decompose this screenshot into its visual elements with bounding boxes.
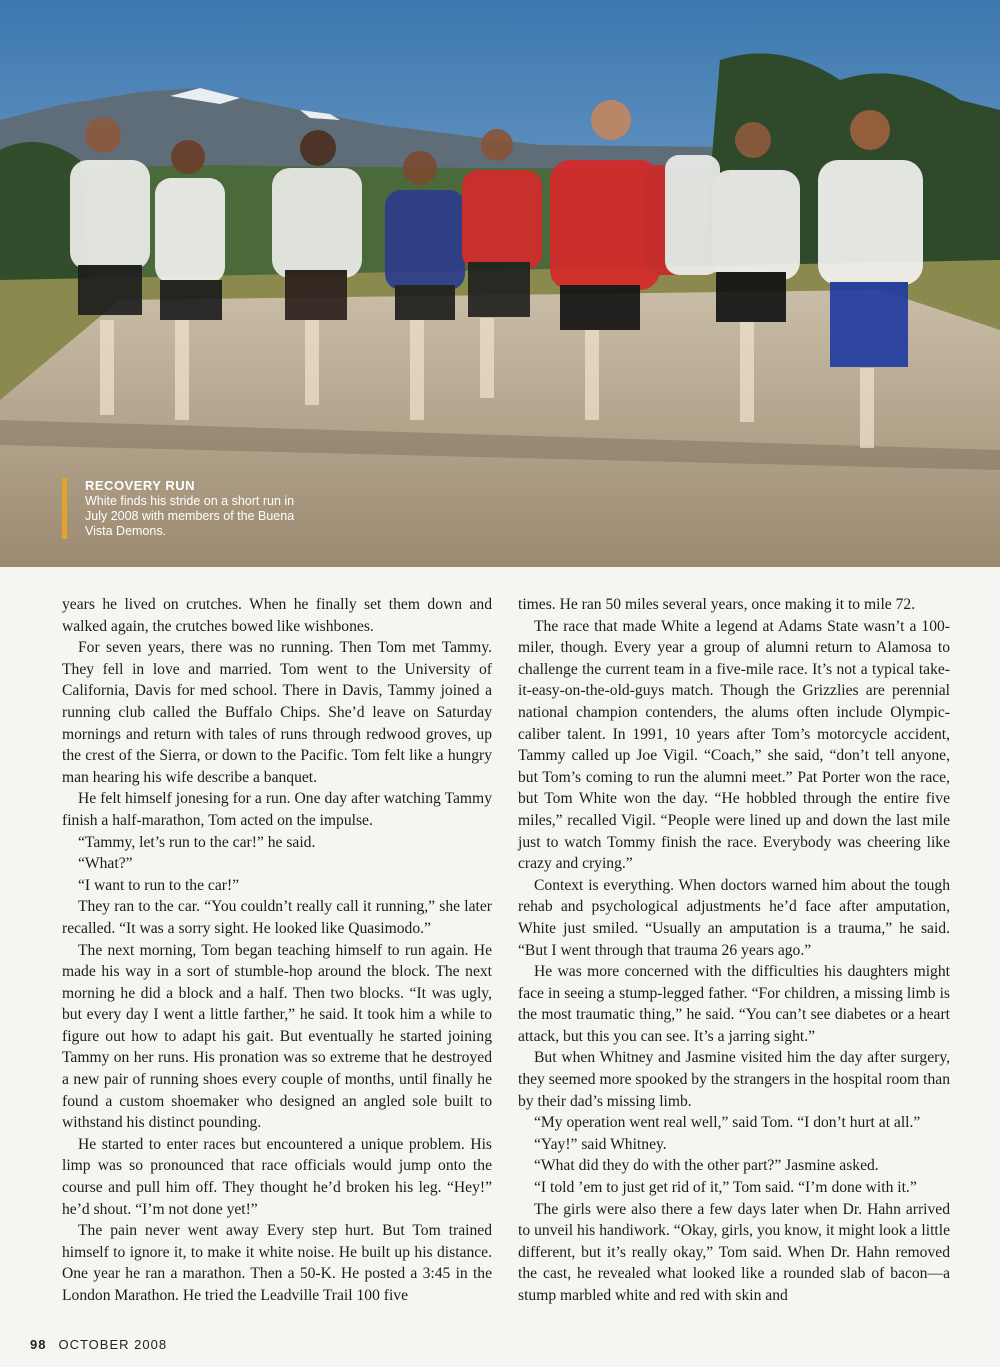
paragraph: “My operation went real well,” said Tom. “I don’t hurt at all.”	[534, 1114, 921, 1132]
caption-title: RECOVERY RUN	[85, 478, 196, 493]
paragraph: The girls were also there a few days later when Dr. Hahn arrived to unveil his handiwork. “Okay, girls, you know, it might look a little different, but it’s really okay,” Tom said. When Dr. Hahn removed the cast, he revealed what looked like a rounded slab of bacon—a stump marbled white and red with skin and	[518, 1200, 950, 1304]
paragraph: The next morning, Tom began teaching himself to run again. He made his way in a sort of stumble-hop around the block. The next morning he did a block and a half. Then two blocks. “It was ugly, but every day I went a little farther,” he said. It took him a while to figure out how to adapt his gait. But eventually he started joining Tammy on her runs. His pronation was so extreme that he destroyed a new pair of running shoes every couple of months, until finally he found a custom shoemaker who designed an angled sole built to withstand his distinct pounding.	[62, 941, 492, 1132]
paragraph: But when Whitney and Jasmine visited him the day after surgery, they seemed more spooked by the strangers in the hospital room than by their dad’s missing limb.	[518, 1049, 950, 1110]
paragraph: “Yay!” said Whitney.	[534, 1135, 667, 1153]
paragraph: “Tammy, let’s run to the car!” he said.	[78, 833, 316, 851]
caption-body: White finds his stride on a short run in July 2008 with members of the Buena Vista Demons.	[85, 494, 295, 538]
paragraph: He was more concerned with the difficulties his daughters might face in seeing a stump-legged father. “For children, a missing limb is the most traumatic thing,” he said. “You can’t see diabetes or a heart attack, but this you can see. It’s a jarring sight.”	[518, 963, 950, 1045]
article-column-right	[518, 594, 950, 1307]
paragraph: He felt himself jonesing for a run. One day after watching Tammy finish a half-marathon, Tom acted on the impulse.	[62, 790, 492, 829]
paragraph: “I told ’em to just get rid of it,” Tom said. “I’m done with it.”	[534, 1179, 917, 1197]
paragraph: The pain never went away Every step hurt. But Tom trained himself to ignore it, to make it white noise. He built up his distance. One year he ran a marathon. Then a 50-K. He posted a 3:45 in the London Marathon. He tried the Leadville Trail 100 five	[62, 1222, 492, 1304]
paragraph: “What?”	[78, 855, 133, 873]
issue-date: OCTOBER 2008	[58, 1337, 168, 1352]
paragraph: He started to enter races but encountered a unique problem. His limp was so pronounced that race officials would jump onto the course and pull him off. They thought he’d broken his leg. “Hey!” he’d shout. “I’m not done yet!”	[62, 1135, 492, 1218]
photo-caption	[62, 478, 315, 539]
article-column-left	[62, 594, 492, 1307]
page-folio	[30, 1337, 167, 1352]
paragraph: times. He ran 50 miles several years, once making it to mile 72.	[518, 596, 916, 613]
paragraph: For seven years, there was no running. Then Tom met Tammy. They fell in love and married. Tom went to the University of California, Davis for med school. There in Davis, Tammy joined a running club called the Buffalo Chips. She’d leave on Saturday mornings and return with tales of runs through redwood groves, up the crest of the Sierra, or down to the Pacific. Tom felt like a hungry man hearing his wife describe a banquet.	[62, 639, 492, 786]
page-number: 98	[30, 1337, 47, 1352]
paragraph: The race that made White a legend at Adams State wasn’t a 100-miler, though. Every year a group of alumni return to Alamosa to challenge the current team in a five-mile race. It’s not a typical take-it-easy-on-the-old-guys match. Though the Grizzlies are perennial national champion contenders, the alums often include Olympic-caliber talent. In 1991, 10 years after Tom’s motorcycle accident, Tammy called up Joe Vigil. “Coach,” she said, “don’t tell anyone, but Tom’s coming to run the alumni meet.” Pat Porter won the race, but Tom White won the day. “He hobbled through the entire five miles,” recalled Vigil. “People were lined up and down the last mile just to watch Tommy finish the race. Everybody was cheering like crazy and crying.”	[518, 617, 950, 873]
paragraph: Context is everything. When doctors warned him about the tough rehab and psychological adjustments he’d face after amputation, White just smiled. “Usually an amputation is a trauma,” he said. “But I went through that trauma 26 years ago.”	[518, 876, 950, 959]
paragraph: “What did they do with the other part?” Jasmine asked.	[534, 1157, 879, 1175]
paragraph: They ran to the car. “You couldn’t really call it running,” she later recalled. “It was a sorry sight. He looked like Quasimodo.”	[62, 898, 492, 937]
paragraph: “I want to run to the car!”	[78, 876, 240, 894]
paragraph: years he lived on crutches. When he finally set them down and walked again, the crutches bowed like wishbones.	[62, 596, 492, 635]
